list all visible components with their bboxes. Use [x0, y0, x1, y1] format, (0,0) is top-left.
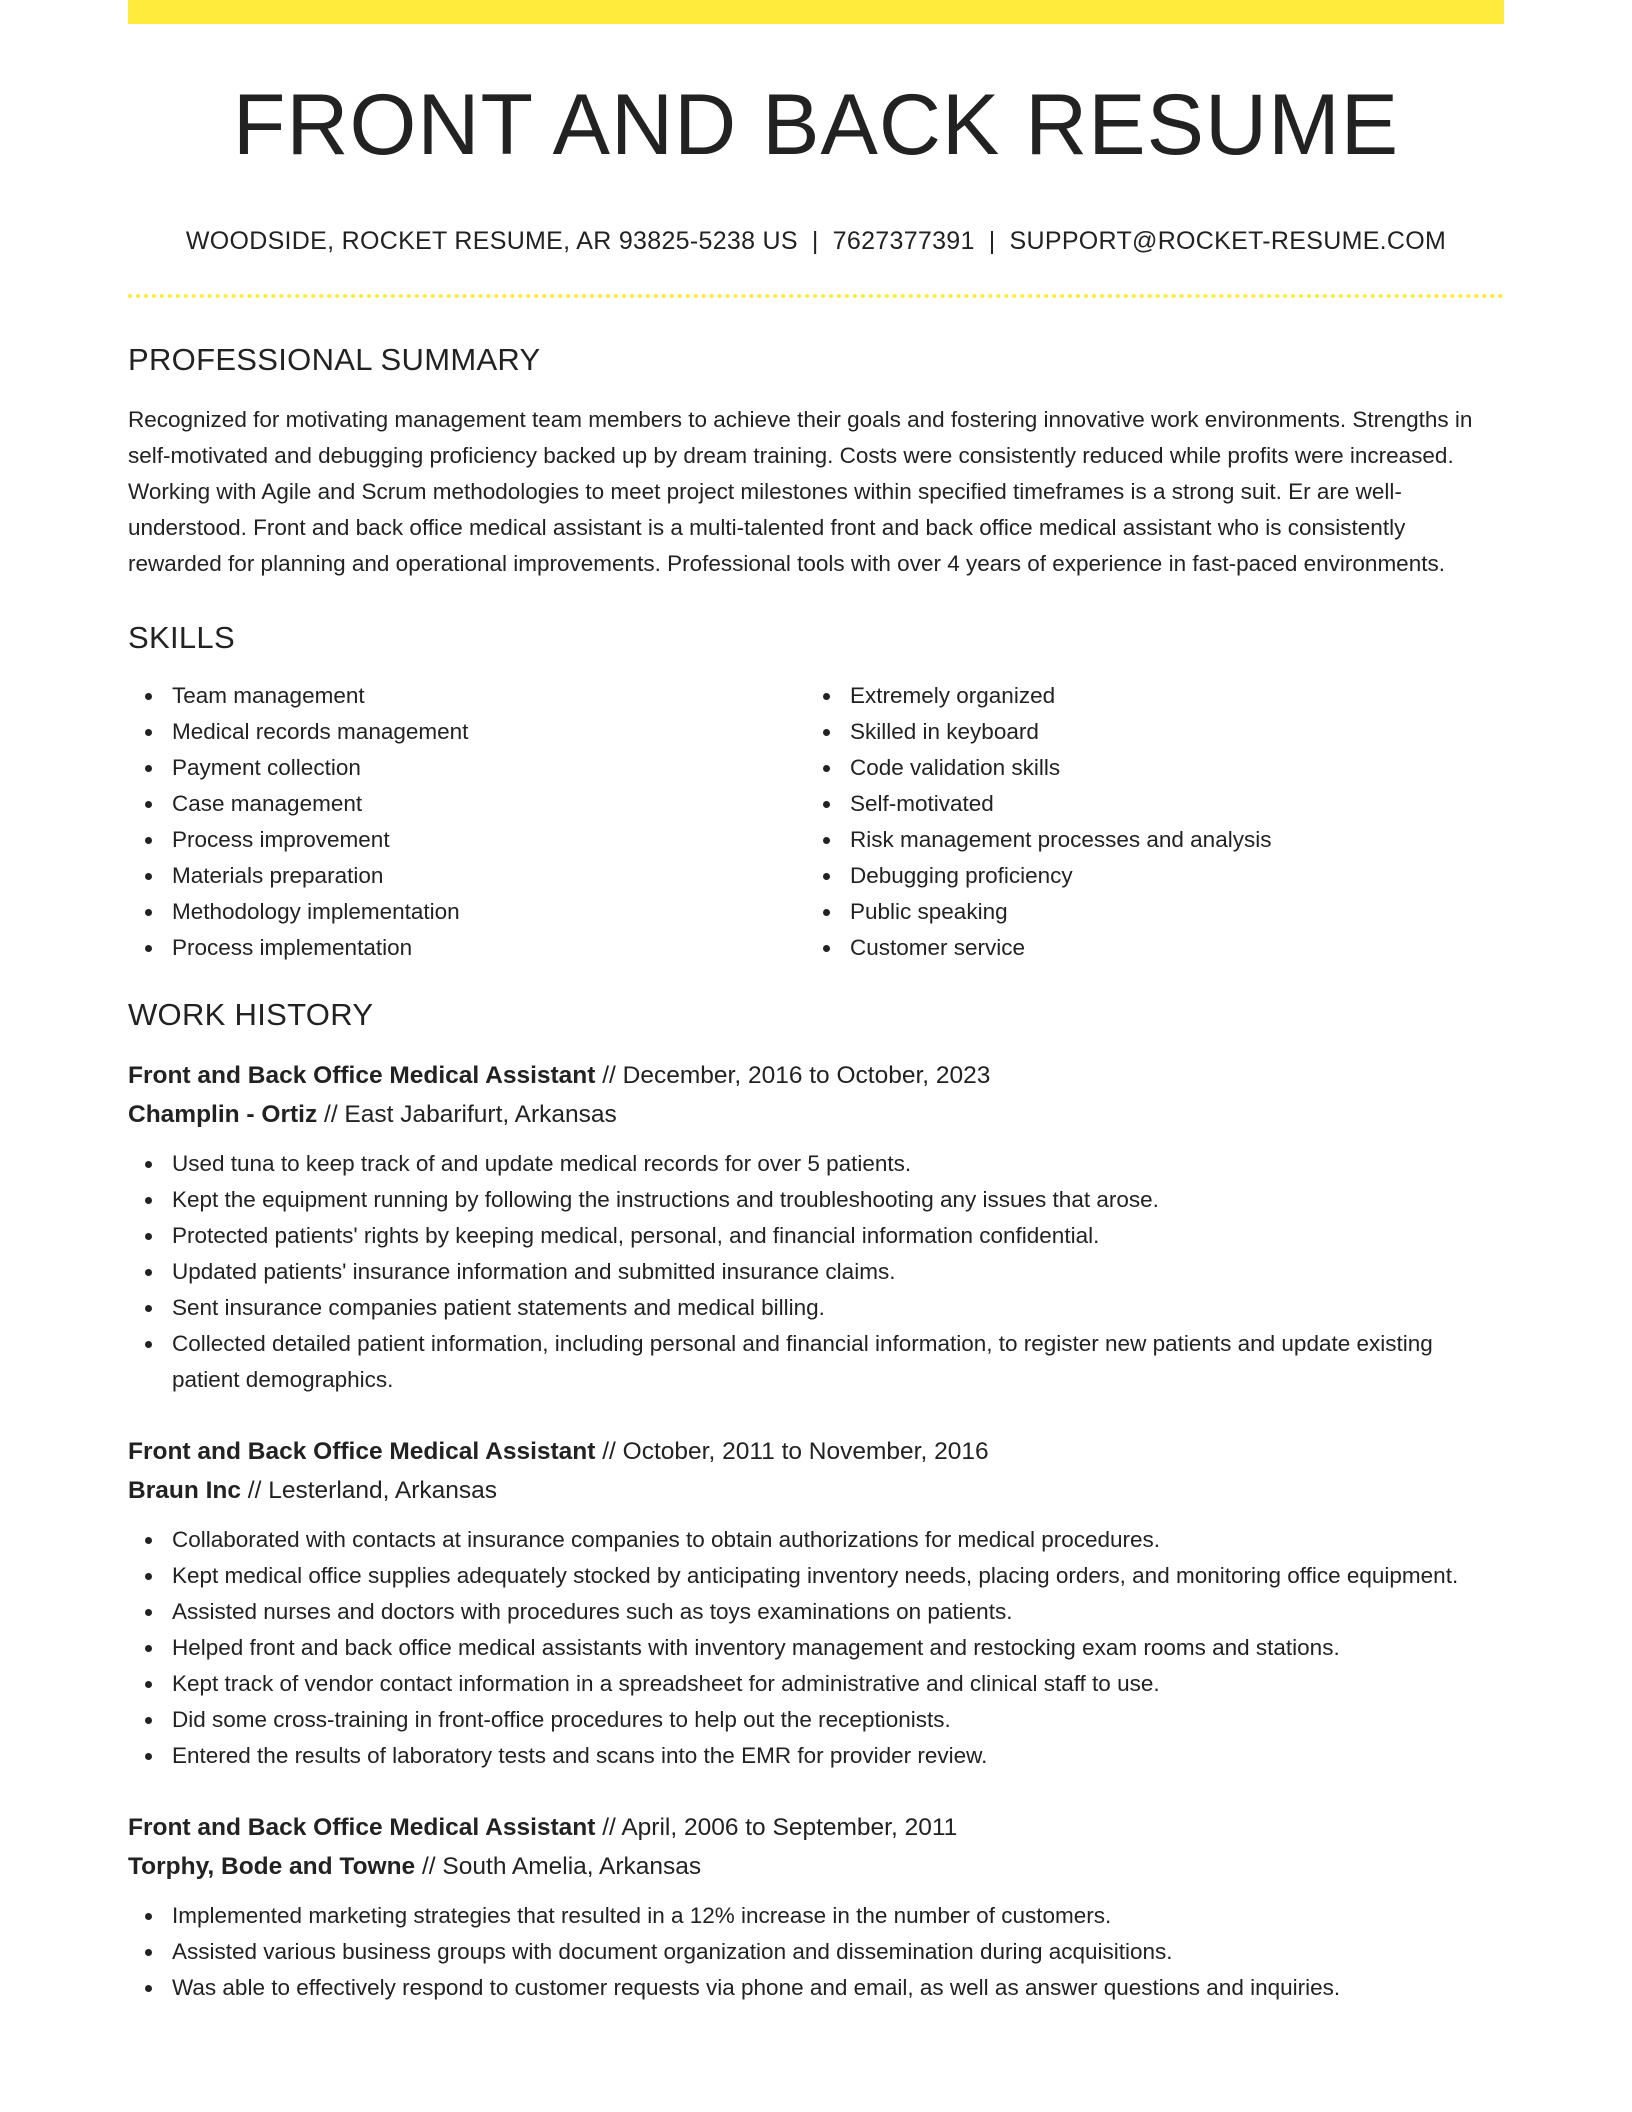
skill-item: Customer service — [806, 930, 1484, 966]
job-bullet-list — [128, 1146, 1504, 1398]
job-bullet: Kept the equipment running by following the instructions and troubleshooting any issues that arose. — [128, 1182, 1504, 1218]
skill-item: Skilled in keyboard — [806, 714, 1484, 750]
job-company: Champlin - Ortiz — [128, 1100, 318, 1128]
job-bullet: Was able to effectively respond to customer requests via phone and email, as well as answer questions and inquiries. — [128, 1970, 1504, 2006]
job-company-line — [128, 1095, 1504, 1134]
skill-item: Process implementation — [128, 930, 806, 966]
skill-item: Methodology implementation — [128, 894, 806, 930]
job-title-line — [128, 1432, 1504, 1471]
skill-item: Process improvement — [128, 822, 806, 858]
job-bullet: Updated patients' insurance information and submitted insurance claims. — [128, 1254, 1504, 1290]
work-history-heading: WORK HISTORY — [128, 997, 374, 1033]
contact-phone: 7627377391 — [832, 227, 975, 255]
job-bullet: Kept medical office supplies adequately stocked by anticipating inventory needs, placing orders, and monitoring office equipment. — [128, 1558, 1504, 1594]
job-bullet-list — [128, 1898, 1504, 2006]
job-bullet: Helped front and back office medical assistants with inventory management and restocking exam rooms and stations. — [128, 1630, 1504, 1666]
job-bullet: Kept track of vendor contact information in a spreadsheet for administrative and clinical staff to use. — [128, 1666, 1504, 1702]
skill-item: Self-motivated — [806, 786, 1484, 822]
job-bullet: Collaborated with contacts at insurance companies to obtain authorizations for medical procedures. — [128, 1522, 1504, 1558]
skills-column-right — [806, 678, 1484, 966]
job-bullet: Entered the results of laboratory tests and scans into the EMR for provider review. — [128, 1738, 1504, 1774]
skill-item: Public speaking — [806, 894, 1484, 930]
job-bullet: Sent insurance companies patient statements and medical billing. — [128, 1290, 1504, 1326]
job-company-line — [128, 1847, 1504, 1886]
job-bullet: Assisted various business groups with document organization and dissemination during acquisitions. — [128, 1934, 1504, 1970]
skill-item: Materials preparation — [128, 858, 806, 894]
job-bullet-list — [128, 1522, 1504, 1774]
job-entry — [128, 1432, 1504, 1774]
accent-top-bar — [128, 0, 1504, 24]
contact-email: SUPPORT@ROCKET-RESUME.COM — [1009, 227, 1447, 255]
skill-item: Code validation skills — [806, 750, 1484, 786]
skill-item: Payment collection — [128, 750, 806, 786]
summary-text: Recognized for motivating management team members to achieve their goals and fostering innovative work environments. Strengths in self-motivated and debugging proficiency backed up by dream training. Costs were consistently reduced while profits were increased. Working with Agile and Scrum methodologies to meet project milestones within specified timeframes is a strong suit. Er are well-understood. Front and back office medical assistant is a multi-talented front and back office medical assistant who is consistently rewarded for planning and operational improvements. Professional tools with over 4 years of experience in fast-paced environments. — [128, 407, 1473, 577]
job-company: Braun Inc — [128, 1476, 241, 1504]
skill-item: Team management — [128, 678, 806, 714]
job-dates: // December, 2016 to October, 2023 — [595, 1061, 991, 1089]
resume-name: FRONT AND BACK RESUME — [232, 77, 1400, 173]
skills-heading: SKILLS — [128, 620, 235, 656]
job-bullet: Used tuna to keep track of and update medical records for over 5 patients. — [128, 1146, 1504, 1182]
dotted-divider — [128, 294, 1504, 298]
job-location: // East Jabarifurt, Arkansas — [317, 1100, 617, 1128]
job-title: Front and Back Office Medical Assistant — [128, 1813, 596, 1841]
skill-item: Risk management processes and analysis — [806, 822, 1484, 858]
work-history-list — [128, 1056, 1504, 2006]
job-title: Front and Back Office Medical Assistant — [128, 1061, 596, 1089]
contact-separator: | — [988, 227, 996, 255]
skill-item: Debugging proficiency — [806, 858, 1484, 894]
skill-item: Case management — [128, 786, 806, 822]
job-title-line — [128, 1808, 1504, 1847]
skills-column-left — [128, 678, 806, 966]
job-location: // South Amelia, Arkansas — [415, 1852, 702, 1880]
skills-grid — [128, 678, 1504, 966]
job-bullet: Protected patients' rights by keeping medical, personal, and financial information confidential. — [128, 1218, 1504, 1254]
job-bullet: Did some cross-training in front-office procedures to help out the receptionists. — [128, 1702, 1504, 1738]
job-bullet: Collected detailed patient information, including personal and financial information, to register new patients and update existing patient demographics. — [128, 1326, 1504, 1398]
contact-address: WOODSIDE, ROCKET RESUME, AR 93825-5238 US — [185, 227, 798, 255]
job-company-line — [128, 1471, 1504, 1510]
job-location: // Lesterland, Arkansas — [241, 1476, 498, 1504]
job-bullet: Implemented marketing strategies that resulted in a 12% increase in the number of customers. — [128, 1898, 1504, 1934]
job-dates: // April, 2006 to September, 2011 — [595, 1813, 958, 1841]
summary-heading: PROFESSIONAL SUMMARY — [128, 342, 541, 377]
resume-page — [128, 0, 1504, 2006]
contact-separator: | — [811, 227, 819, 255]
job-entry — [128, 1808, 1504, 2006]
job-entry — [128, 1056, 1504, 1398]
job-title-line — [128, 1056, 1504, 1095]
job-dates: // October, 2011 to November, 2016 — [595, 1437, 989, 1465]
skill-item: Extremely organized — [806, 678, 1484, 714]
contact-line — [128, 226, 1504, 256]
skill-item: Medical records management — [128, 714, 806, 750]
job-company: Torphy, Bode and Towne — [128, 1852, 416, 1880]
job-bullet: Assisted nurses and doctors with procedures such as toys examinations on patients. — [128, 1594, 1504, 1630]
job-title: Front and Back Office Medical Assistant — [128, 1437, 596, 1465]
